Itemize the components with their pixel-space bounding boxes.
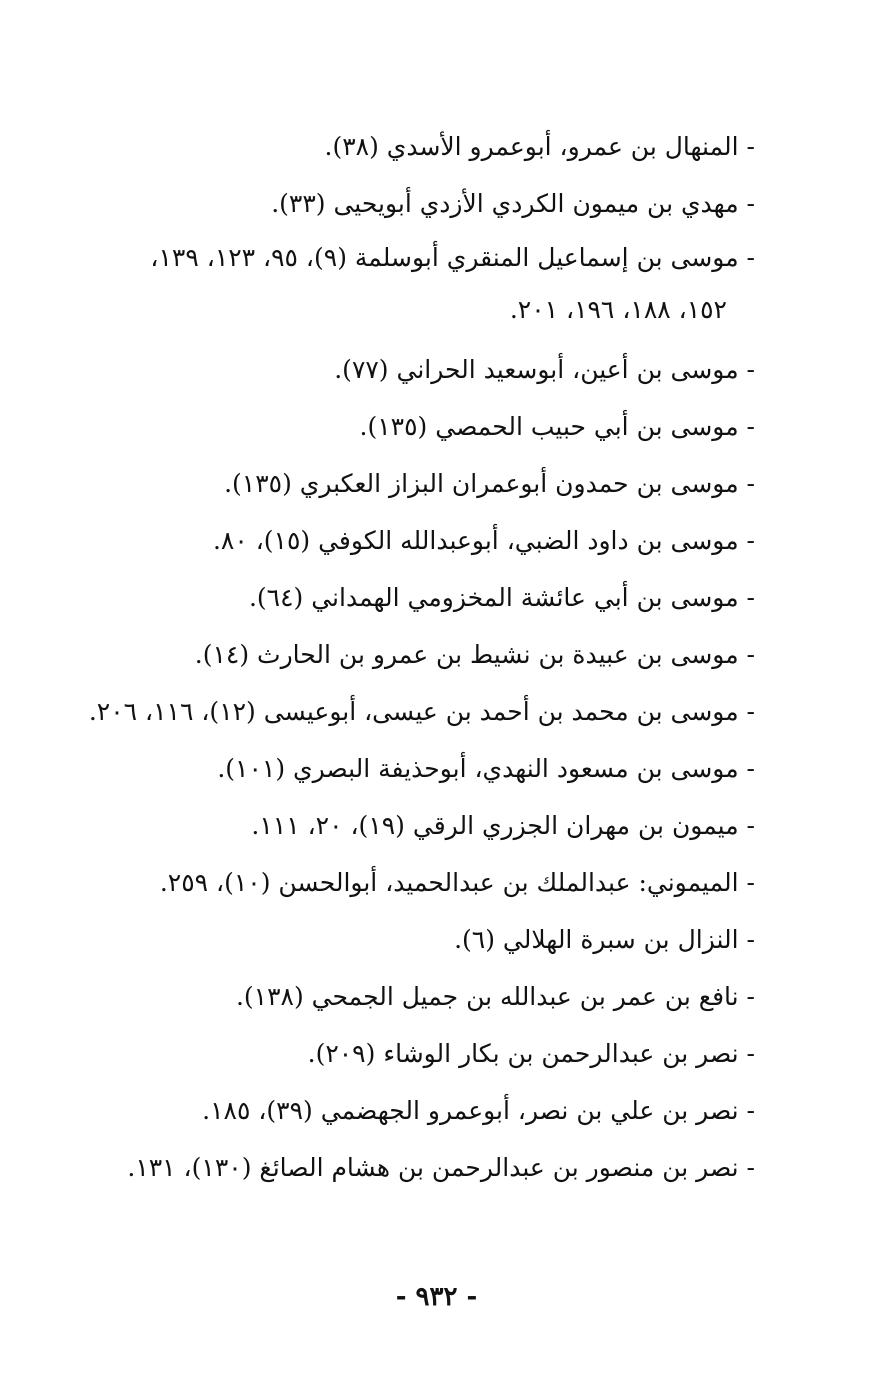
index-entry: - الميموني: عبدالملك بن عبدالحميد، أبوالحسن (١٠)، ٢٥٩.	[159, 868, 755, 897]
index-entry: - نصر بن عبدالرحمن بن بكار الوشاء (٢٠٩).	[307, 1039, 755, 1068]
index-entry: - نصر بن منصور بن عبدالرحمن بن هشام الصائغ (١٣٠)، ١٣١.	[127, 1153, 755, 1182]
index-entry: - النزال بن سبرة الهلالي (٦).	[454, 925, 755, 954]
index-entry: - مهدي بن ميمون الكردي الأزدي أبويحيى (٣٣).	[271, 189, 755, 218]
index-entry: - موسى بن محمد بن أحمد بن عيسى، أبوعيسى (١٢)، ١١٦، ٢٠٦.	[88, 697, 755, 726]
index-entry: - موسى بن أبي حبيب الحمصي (١٣٥).	[359, 412, 755, 441]
index-entry: - موسى بن داود الضبي، أبوعبدالله الكوفي (١٥)، ٨٠.	[212, 526, 755, 555]
index-entry-continuation: ١٥٢، ١٨٨، ١٩٦، ٢٠١.	[509, 295, 727, 324]
index-entry: - موسى بن حمدون أبوعمران البزاز العكبري (١٣٥).	[224, 469, 755, 498]
index-entry: - موسى بن أبي عائشة المخزومي الهمداني (٦٤).	[248, 583, 755, 612]
page-number: - ٩٣٢ -	[395, 1282, 478, 1312]
index-entry-text: - موسى بن إسماعيل المنقري أبوسلمة (٩)، ٩٥، ١٢٣، ١٣٩،	[150, 243, 755, 272]
index-entry: - ميمون بن مهران الجزري الرقي (١٩)، ٢٠، ١١١.	[251, 811, 755, 840]
index-entry: - المنهال بن عمرو، أبوعمرو الأسدي (٣٨).	[324, 132, 755, 161]
index-entries-list	[35, 118, 755, 1196]
index-entry: - نصر بن علي بن نصر، أبوعمرو الجهضمي (٣٩)، ١٨٥.	[202, 1096, 755, 1125]
index-entry: - نافع بن عمر بن عبدالله بن جميل الجمحي (١٣٨).	[235, 982, 755, 1011]
index-entry: - موسى بن عبيدة بن نشيط بن عمرو بن الحارث (١٤).	[194, 640, 755, 669]
index-entry: - موسى بن أعين، أبوسعيد الحراني (٧٧).	[334, 355, 755, 384]
index-entry	[35, 232, 755, 336]
index-entry: - موسى بن مسعود النهدي، أبوحذيفة البصري (١٠١).	[217, 754, 755, 783]
